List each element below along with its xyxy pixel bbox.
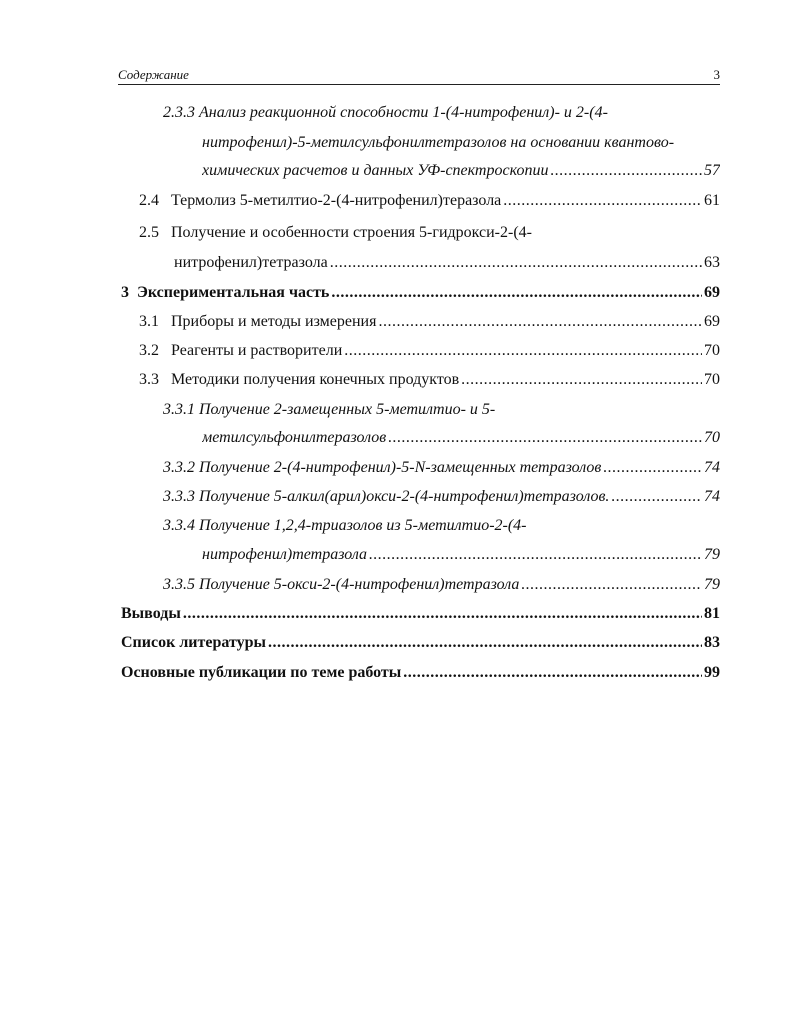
toc-page-number: 99 — [704, 664, 720, 681]
toc-page-number: 63 — [704, 254, 720, 271]
toc-entry-3-3-2: 3.3.2 Получение 2-(4-нитрофенил)-5-N-замещенных тетразолов ..... 74 — [163, 459, 720, 483]
toc-page-number: 79 — [704, 546, 720, 563]
toc-entry-2-3-3-line2: нитрофенил)-5-метилсульфонилтетразолов на основании квантово- — [202, 134, 675, 151]
toc-entry-3-3-5: 3.3.5 Получение 5-окси-2-(4-нитрофенил)тетразола ..... 79 — [163, 576, 720, 600]
toc-entry-conclusions: Выводы ..... 81 — [121, 605, 720, 629]
toc-entry-3-3: 3.3 Методики получения конечных продуктов ..... 70 — [139, 371, 720, 395]
page-header — [118, 64, 720, 85]
toc-entry-2-3-3-line3: химических расчетов и данных УФ-спектроскопии ..... 57 — [202, 162, 720, 186]
header-title: Содержание — [118, 67, 189, 82]
toc-entry-3-3-1-line2: метилсульфонилтеразолов ..... 70 — [202, 429, 720, 453]
header-page-number: 3 — [713, 67, 720, 82]
toc-page-number: 74 — [704, 488, 720, 505]
toc-page-number: 57 — [704, 162, 720, 179]
toc-page-number: 83 — [704, 634, 720, 651]
toc-entry-2-5-line1: 2.5 Получение и особенности строения 5-гидрокси-2-(4- — [139, 224, 532, 241]
toc-page-number: 70 — [704, 429, 720, 446]
toc-page-number: 70 — [704, 342, 720, 359]
toc-entry-3-3-1-line1: 3.3.1 Получение 2-замещенных 5-метилтио- и 5- — [163, 401, 496, 418]
toc-entry-3-2: 3.2 Реагенты и растворители ..... 70 — [139, 342, 720, 366]
toc-entry-2-5-line2: нитрофенил)тетразола ..... 63 — [174, 254, 720, 278]
toc-page-number: 74 — [704, 459, 720, 476]
toc-page-number: 79 — [704, 576, 720, 593]
toc-entry-references: Список литературы ..... 83 — [121, 634, 720, 658]
toc-entry-3-3-4-line1: 3.3.4 Получение 1,2,4-триазолов из 5-метилтио-2-(4- — [163, 517, 527, 534]
toc-entry-2-4: 2.4 Термолиз 5-метилтио-2-(4-нитрофенил)теразола ..... 61 — [139, 192, 720, 216]
toc-entry-3-1: 3.1 Приборы и методы измерения ..... 69 — [139, 313, 720, 337]
toc-entry-publications: Основные публикации по теме работы ..... 99 — [121, 664, 720, 688]
toc-page-number: 61 — [704, 192, 720, 209]
toc-entry-3: 3 Экспериментальная часть ..... 69 — [121, 284, 720, 308]
toc-entry-3-3-4-line2: нитрофенил)тетразола ..... 79 — [202, 546, 720, 570]
toc-page-number: 69 — [704, 284, 720, 301]
toc-page-number: 70 — [704, 371, 720, 388]
toc-page-number: 69 — [704, 313, 720, 330]
toc-entry-2-3-3-line1: 2.3.3 Анализ реакционной способности 1-(4-нитрофенил)- и 2-(4- — [163, 104, 608, 121]
toc-entry-3-3-3: 3.3.3 Получение 5-алкил(арил)окси-2-(4-нитрофенил)тетразолов. ..... 74 — [163, 488, 720, 512]
toc-page-number: 81 — [704, 605, 720, 622]
